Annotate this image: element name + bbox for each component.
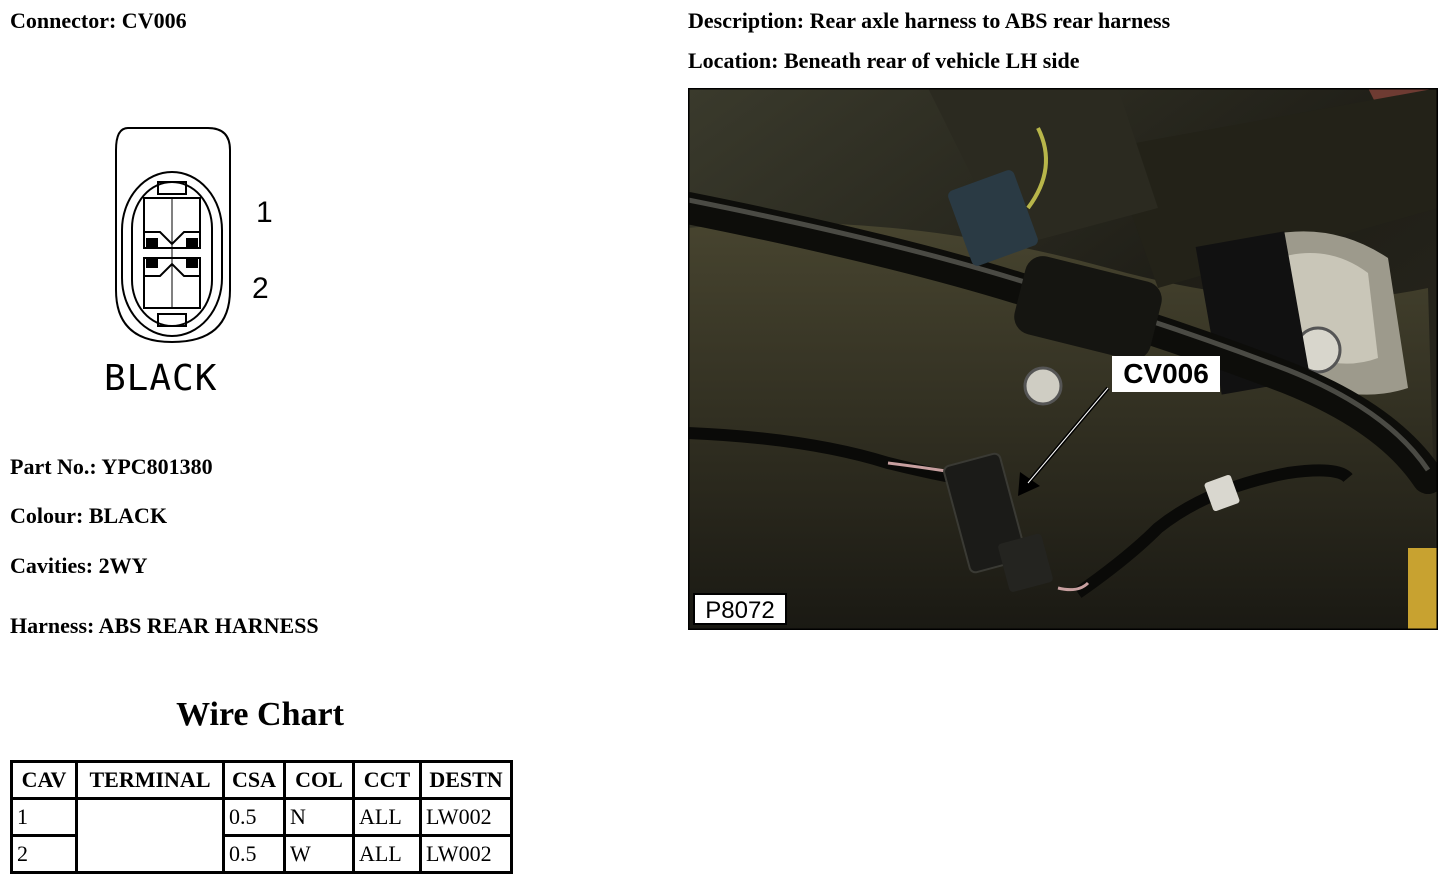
colour-label: Colour: BLACK [10,503,168,528]
pin-number-2: 2 [252,272,269,305]
cell-destn: LW002 [421,799,512,836]
header-cct: CCT [354,762,421,799]
wire-chart-title: Wire Chart [176,696,344,733]
header-destn: DESTN [421,762,512,799]
vehicle-location-photo [688,88,1438,630]
header-col: COL [285,762,354,799]
cell-col: W [285,836,354,873]
header-csa: CSA [224,762,285,799]
cell-csa: 0.5 [224,836,285,873]
wire-chart-table [10,760,513,874]
part-number-label: Part No.: YPC801380 [10,454,213,479]
header-cav: CAV [12,762,77,799]
table-row [12,799,512,836]
connector-color-label: BLACK [104,358,218,399]
cell-cav: 2 [12,836,77,873]
harness-label: Harness: ABS REAR HARNESS [10,613,319,638]
pin-number-1: 1 [256,196,273,229]
photo-callout-label: CV006 [1123,358,1209,389]
cell-destn: LW002 [421,836,512,873]
photo-reference-tag: P8072 [705,597,775,624]
connector-title: Connector: CV006 [10,8,187,33]
description-label: Description: Rear axle harness to ABS rear harness [688,8,1171,33]
cell-col: N [285,799,354,836]
cell-cav: 1 [12,799,77,836]
cell-csa: 0.5 [224,799,285,836]
cell-terminal [77,799,224,873]
location-label: Location: Beneath rear of vehicle LH side [688,48,1080,73]
cell-cct: ALL [354,799,421,836]
cell-cct: ALL [354,836,421,873]
cavities-label: Cavities: 2WY [10,553,148,578]
connector-face-diagram [100,120,250,350]
header-terminal: TERMINAL [77,762,224,799]
table-header-row [12,762,512,799]
